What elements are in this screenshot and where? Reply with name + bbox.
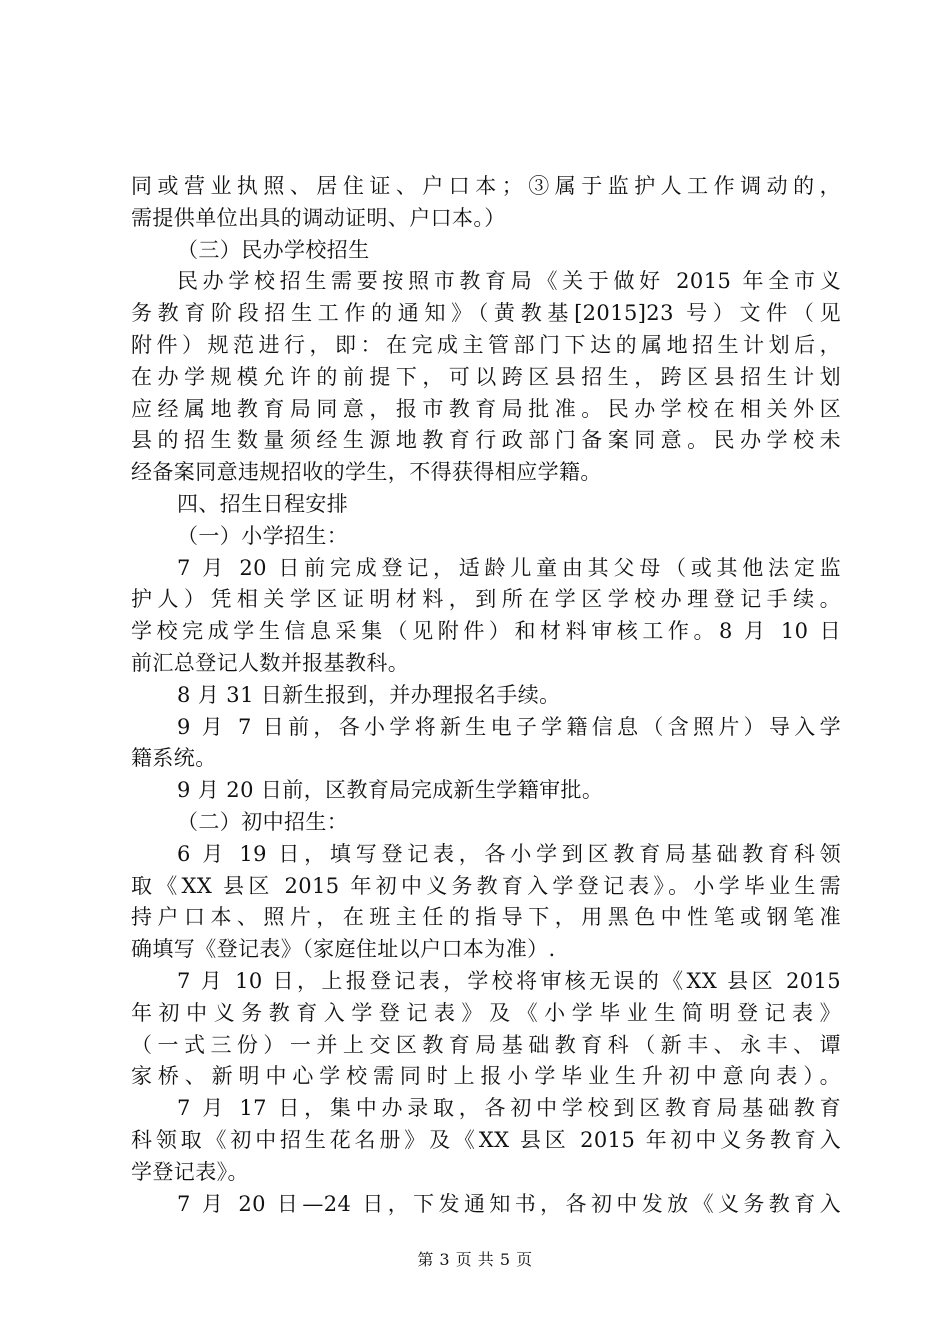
- document-body: [131, 171, 841, 1220]
- text-line: 8 月 31 日新生报到，并办理报名手续。: [177, 682, 561, 707]
- text-line: （一式三份）一并上交区教育局基础教育科（新丰、永丰、谭: [131, 1032, 841, 1057]
- text-line: （二）初中招生：: [177, 809, 349, 834]
- text-line: 县的招生数量须经生源地教育行政部门备案同意。民办学校未: [131, 428, 841, 453]
- text-line: 7 月 10 日，上报登记表，学校将审核无误的《XX 县区 2015: [177, 968, 841, 993]
- text-line: 家桥、新明中心学校需同时上报小学毕业生升初中意向表）。: [131, 1064, 841, 1089]
- text-line: 7 月 20 日前完成登记，适龄儿童由其父母（或其他法定监: [177, 555, 841, 580]
- text-line: （一）小学招生：: [177, 523, 349, 548]
- text-line: 科领取《初中招生花名册》及《XX 县区 2015 年初中义务教育入: [131, 1127, 841, 1152]
- text-line: 持户口本、照片，在班主任的指导下，用黑色中性笔或钢笔准: [131, 905, 841, 930]
- text-line: 确填写《登记表》（家庭住址以户口本为准）.: [131, 937, 556, 962]
- text-line: 民办学校招生需要按照市教育局《关于做好 2015 年全市义: [177, 269, 841, 294]
- text-line: 护人）凭相关学区证明材料，到所在学区学校办理登记手续。: [131, 587, 841, 612]
- text-line: （三）民办学校招生: [177, 237, 370, 262]
- text-line: 四、招生日程安排: [177, 491, 349, 516]
- text-line: 附件）规范进行，即：在完成主管部门下达的属地招生计划后，: [131, 332, 841, 357]
- text-line: 经备案同意违规招收的学生，不得获得相应学籍。: [131, 460, 602, 485]
- text-line: 6 月 19 日，填写登记表，各小学到区教育局基础教育科领: [177, 841, 841, 866]
- text-line: 学校完成学生信息采集（见附件）和材料审核工作。8 月 10 日: [131, 619, 841, 644]
- text-line: 同或营业执照、居住证、户口本；③属于监护人工作调动的，: [131, 174, 841, 198]
- text-line: 取《XX 县区 2015 年初中义务教育入学登记表》。小学毕业生需: [131, 873, 841, 898]
- text-line: 务教育阶段招生工作的通知》（黄教基[2015]23 号）文件（见: [131, 301, 841, 326]
- text-line: 9 月 7 日前，各小学将新生电子学籍信息（含照片）导入学: [177, 714, 841, 739]
- text-line: 9 月 20 日前，区教育局完成新生学籍审批。: [177, 778, 604, 803]
- text-line: 前汇总登记人数并报基教科。: [131, 650, 410, 675]
- text-line: 7 月 17 日，集中办录取，各初中学校到区教育局基础教育: [177, 1096, 841, 1121]
- text-line: 学登记表》。: [131, 1159, 249, 1184]
- text-line: 应经属地教育局同意，报市教育局批准。民办学校在相关外区: [131, 396, 841, 421]
- text-line: 籍系统。: [131, 746, 217, 771]
- text-line: 在办学规模允许的前提下，可以跨区县招生，跨区县招生计划: [131, 364, 841, 389]
- text-line: 7 月 20 日—24 日，下发通知书，各初中发放《义务教育入: [177, 1191, 841, 1216]
- page-number-footer: 第 3 页 共 5 页: [417, 1250, 533, 1269]
- text-line: 年初中义务教育入学登记表》及《小学毕业生简明登记表》: [131, 1000, 841, 1025]
- text-line: 需提供单位出具的调动证明、户口本。）: [131, 205, 506, 230]
